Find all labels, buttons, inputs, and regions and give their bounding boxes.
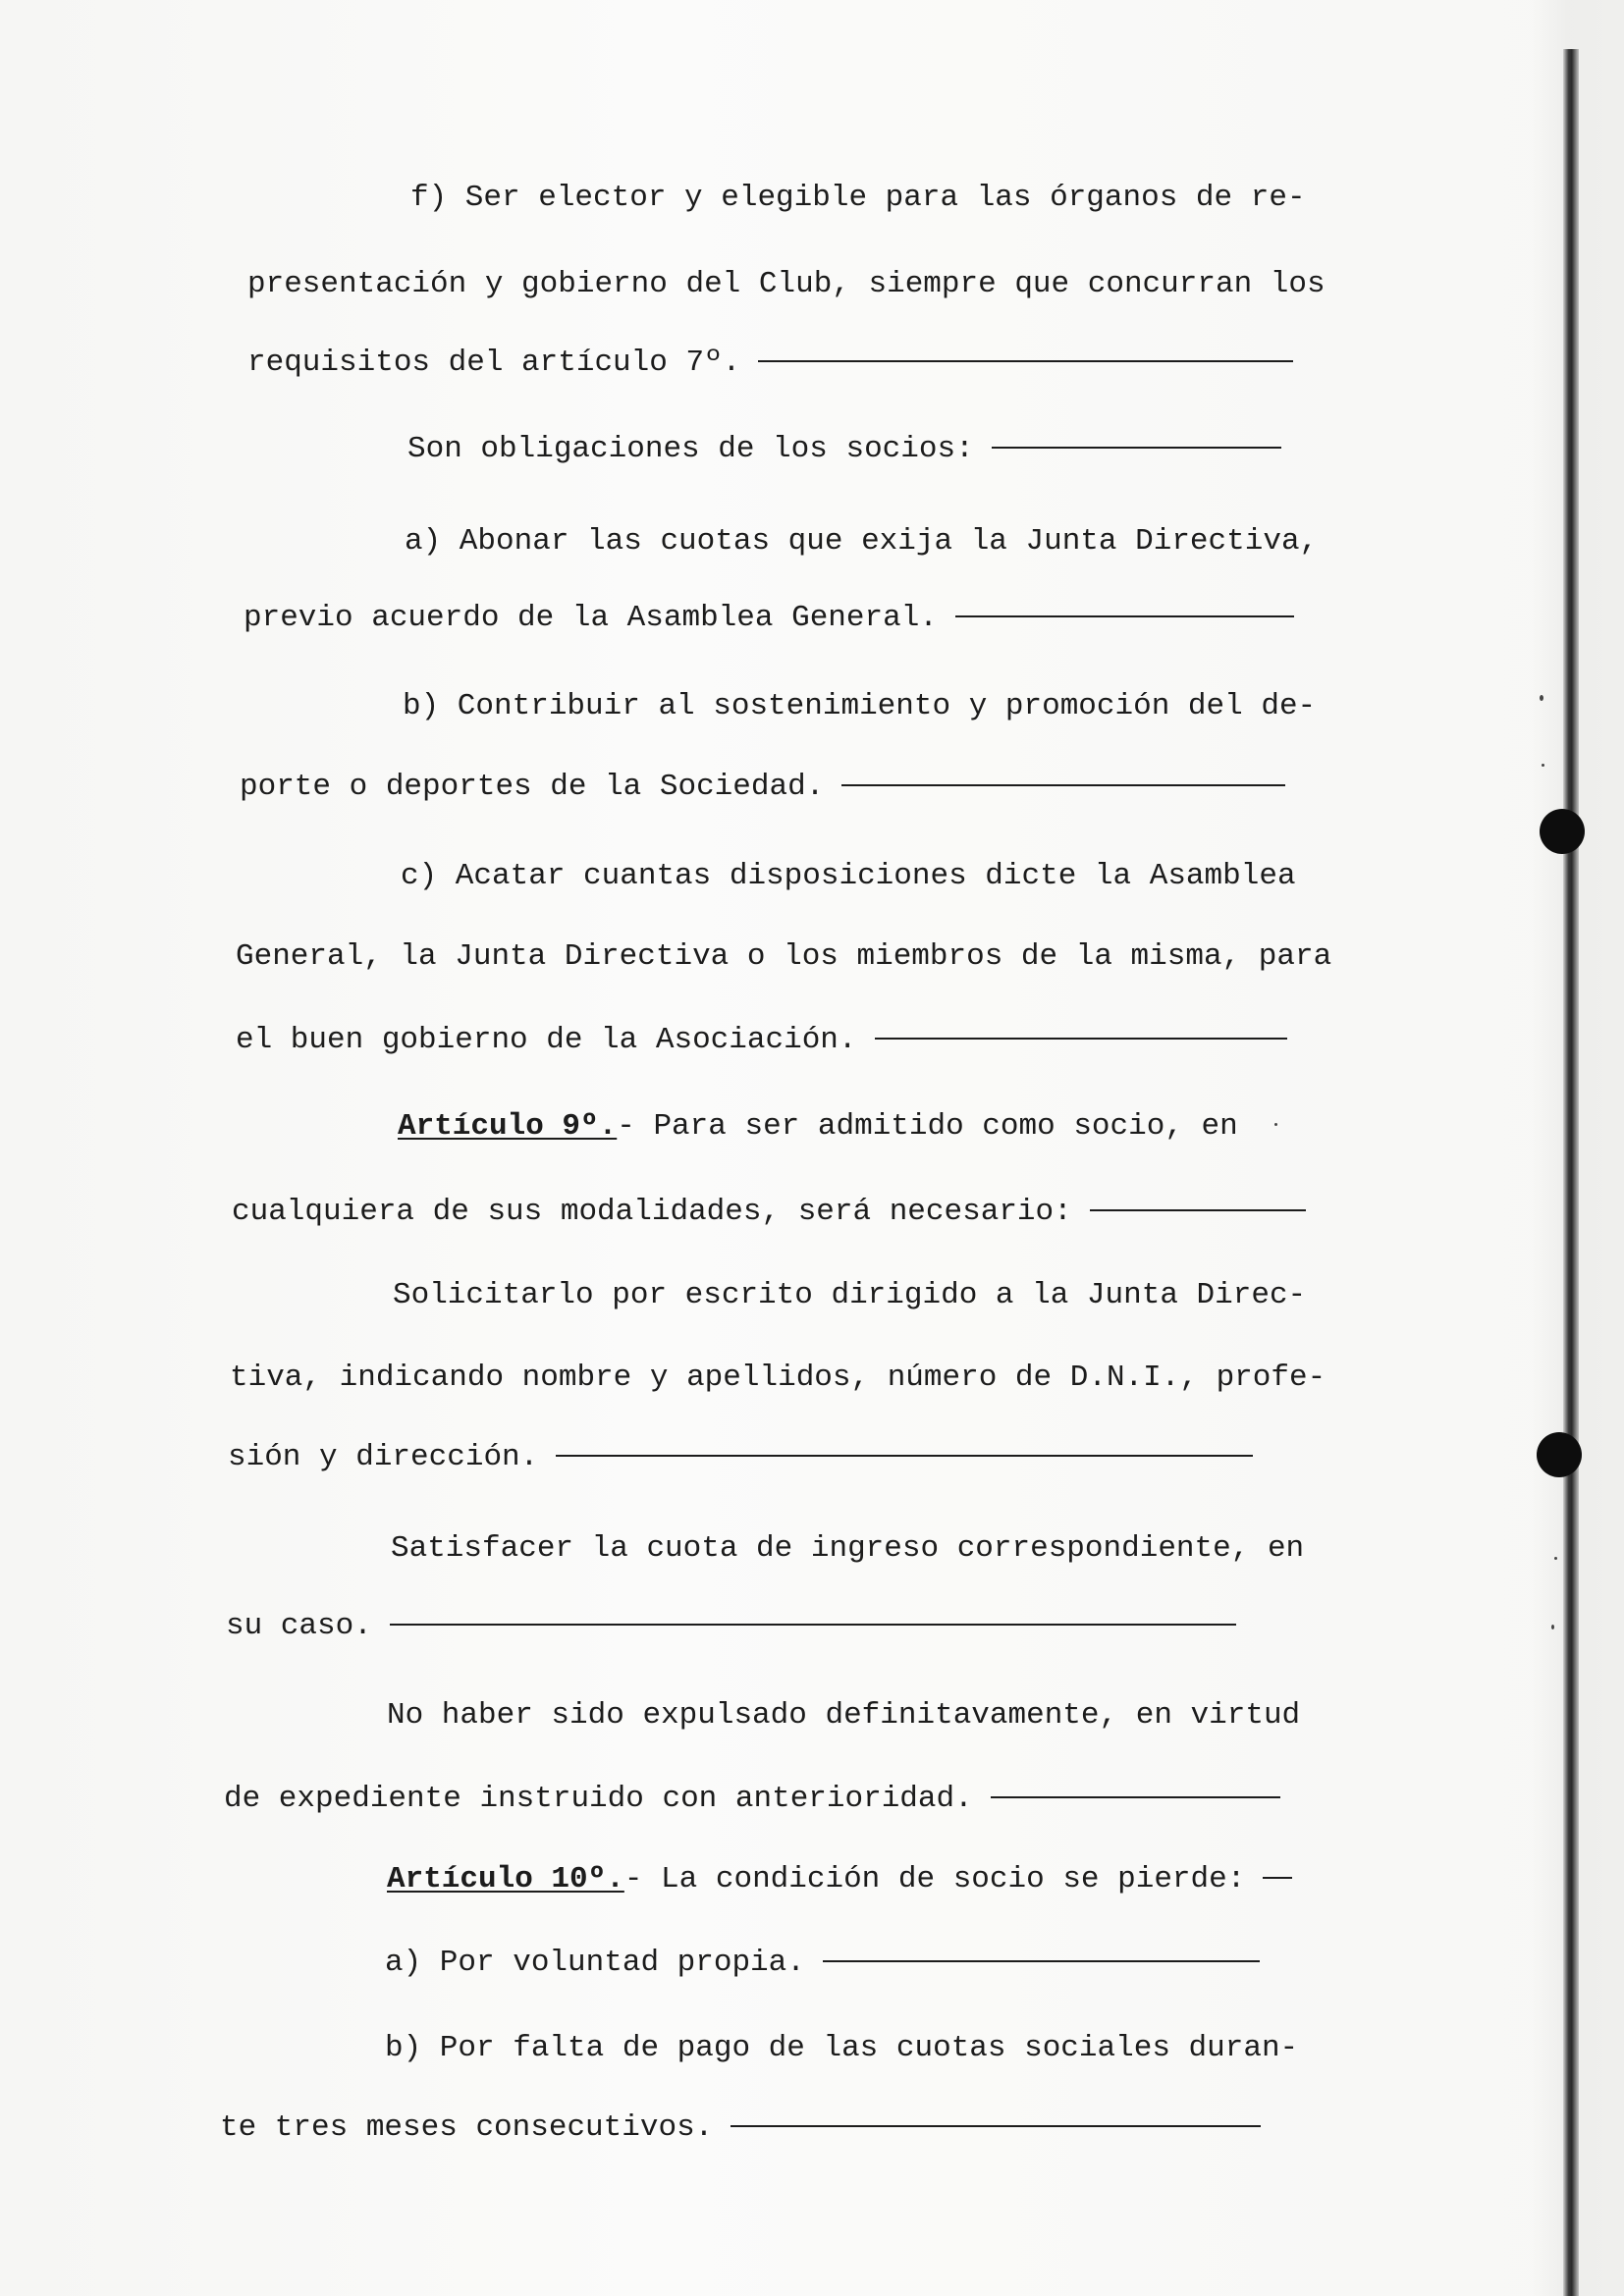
- line-text: tiva, indicando nombre y apellidos, número de D.N.I., profe-: [230, 1361, 1326, 1395]
- text-line: [244, 599, 1294, 638]
- line-text: - Para ser admitido como socio, en: [617, 1109, 1238, 1144]
- line-text: cualquiera de sus modalidades, será necesario:: [232, 1195, 1072, 1229]
- text-line: [230, 1359, 1326, 1398]
- scan-speck: [1274, 1123, 1277, 1126]
- text-line: [393, 1276, 1306, 1315]
- scan-speck: [1542, 764, 1544, 767]
- line-text: Son obligaciones de los socios:: [407, 432, 974, 466]
- line-text: requisitos del artículo 7º.: [247, 346, 741, 380]
- fill-rule: [556, 1455, 1253, 1457]
- line-text: Solicitarlo por escrito dirigido a la Junta Direc-: [393, 1278, 1307, 1312]
- text-line: [247, 344, 1293, 383]
- line-text: sión y dirección.: [228, 1440, 539, 1474]
- line-text: b) Por falta de pago de las cuotas sociales duran-: [385, 2031, 1299, 2065]
- fill-rule: [875, 1038, 1287, 1040]
- article-heading: Artículo 9º.: [398, 1109, 618, 1144]
- line-text: a) Abonar las cuotas que exija la Junta Directiva,: [405, 524, 1319, 559]
- fill-rule: [992, 447, 1281, 449]
- line-text: porte o deportes de la Sociedad.: [240, 770, 825, 804]
- fill-rule: [955, 615, 1294, 617]
- text-line: [228, 1438, 1253, 1477]
- text-line: [236, 1021, 1287, 1060]
- text-line: [220, 2109, 1261, 2148]
- text-line: [385, 2029, 1298, 2068]
- text-line: [240, 768, 1285, 807]
- text-line: [387, 1860, 1292, 1899]
- scan-speck: [1540, 695, 1543, 701]
- text-line: [391, 1529, 1304, 1569]
- text-line: [407, 430, 1281, 469]
- text-line: [405, 522, 1318, 561]
- scan-speck: [1551, 1625, 1554, 1629]
- punch-hole-icon: [1537, 1432, 1582, 1477]
- scan-speck: [1554, 1557, 1557, 1560]
- line-text: su caso.: [226, 1609, 372, 1643]
- text-line: [226, 1607, 1236, 1646]
- article-heading: Artículo 10º.: [387, 1862, 624, 1896]
- fill-rule: [390, 1624, 1236, 1626]
- text-line: [410, 179, 1306, 218]
- text-line: [385, 1944, 1260, 1983]
- line-text: No haber sido expulsado definitavamente, en virtud: [387, 1698, 1301, 1733]
- line-text: Satisfacer la cuota de ingreso correspondiente, en: [391, 1531, 1305, 1566]
- fill-rule: [758, 360, 1293, 362]
- text-line: [387, 1696, 1300, 1735]
- text-line: [401, 857, 1296, 896]
- punch-hole-icon: [1540, 809, 1585, 854]
- line-text: c) Acatar cuantas disposiciones dicte la Asamblea: [401, 859, 1296, 893]
- page-binding-edge: [1563, 49, 1579, 2296]
- text-line: [236, 937, 1331, 977]
- text-line: [398, 1107, 1238, 1147]
- line-text: presentación y gobierno del Club, siempre que concurran los: [247, 267, 1326, 301]
- line-text: b) Contribuir al sostenimiento y promoción del de-: [403, 689, 1317, 723]
- text-line: [224, 1780, 1280, 1819]
- text-line: [247, 265, 1326, 304]
- line-text: previo acuerdo de la Asamblea General.: [244, 601, 938, 635]
- line-text: - La condición de socio se pierde:: [623, 1862, 1246, 1896]
- text-line: [232, 1193, 1306, 1232]
- line-text: de expediente instruido con anterioridad.: [224, 1782, 973, 1816]
- fill-rule: [991, 1796, 1280, 1798]
- fill-rule: [1263, 1877, 1292, 1879]
- fill-rule: [841, 784, 1285, 786]
- line-text: f) Ser elector y elegible para las órganos de re-: [410, 181, 1306, 215]
- fill-rule: [731, 2125, 1261, 2127]
- line-text: a) Por voluntad propia.: [385, 1946, 805, 1980]
- line-text: el buen gobierno de la Asociación.: [236, 1023, 857, 1057]
- line-text: General, la Junta Directiva o los miembros de la misma, para: [236, 939, 1332, 974]
- text-line: [403, 687, 1316, 726]
- fill-rule: [823, 1960, 1260, 1962]
- line-text: te tres meses consecutivos.: [220, 2110, 714, 2145]
- fill-rule: [1090, 1209, 1306, 1211]
